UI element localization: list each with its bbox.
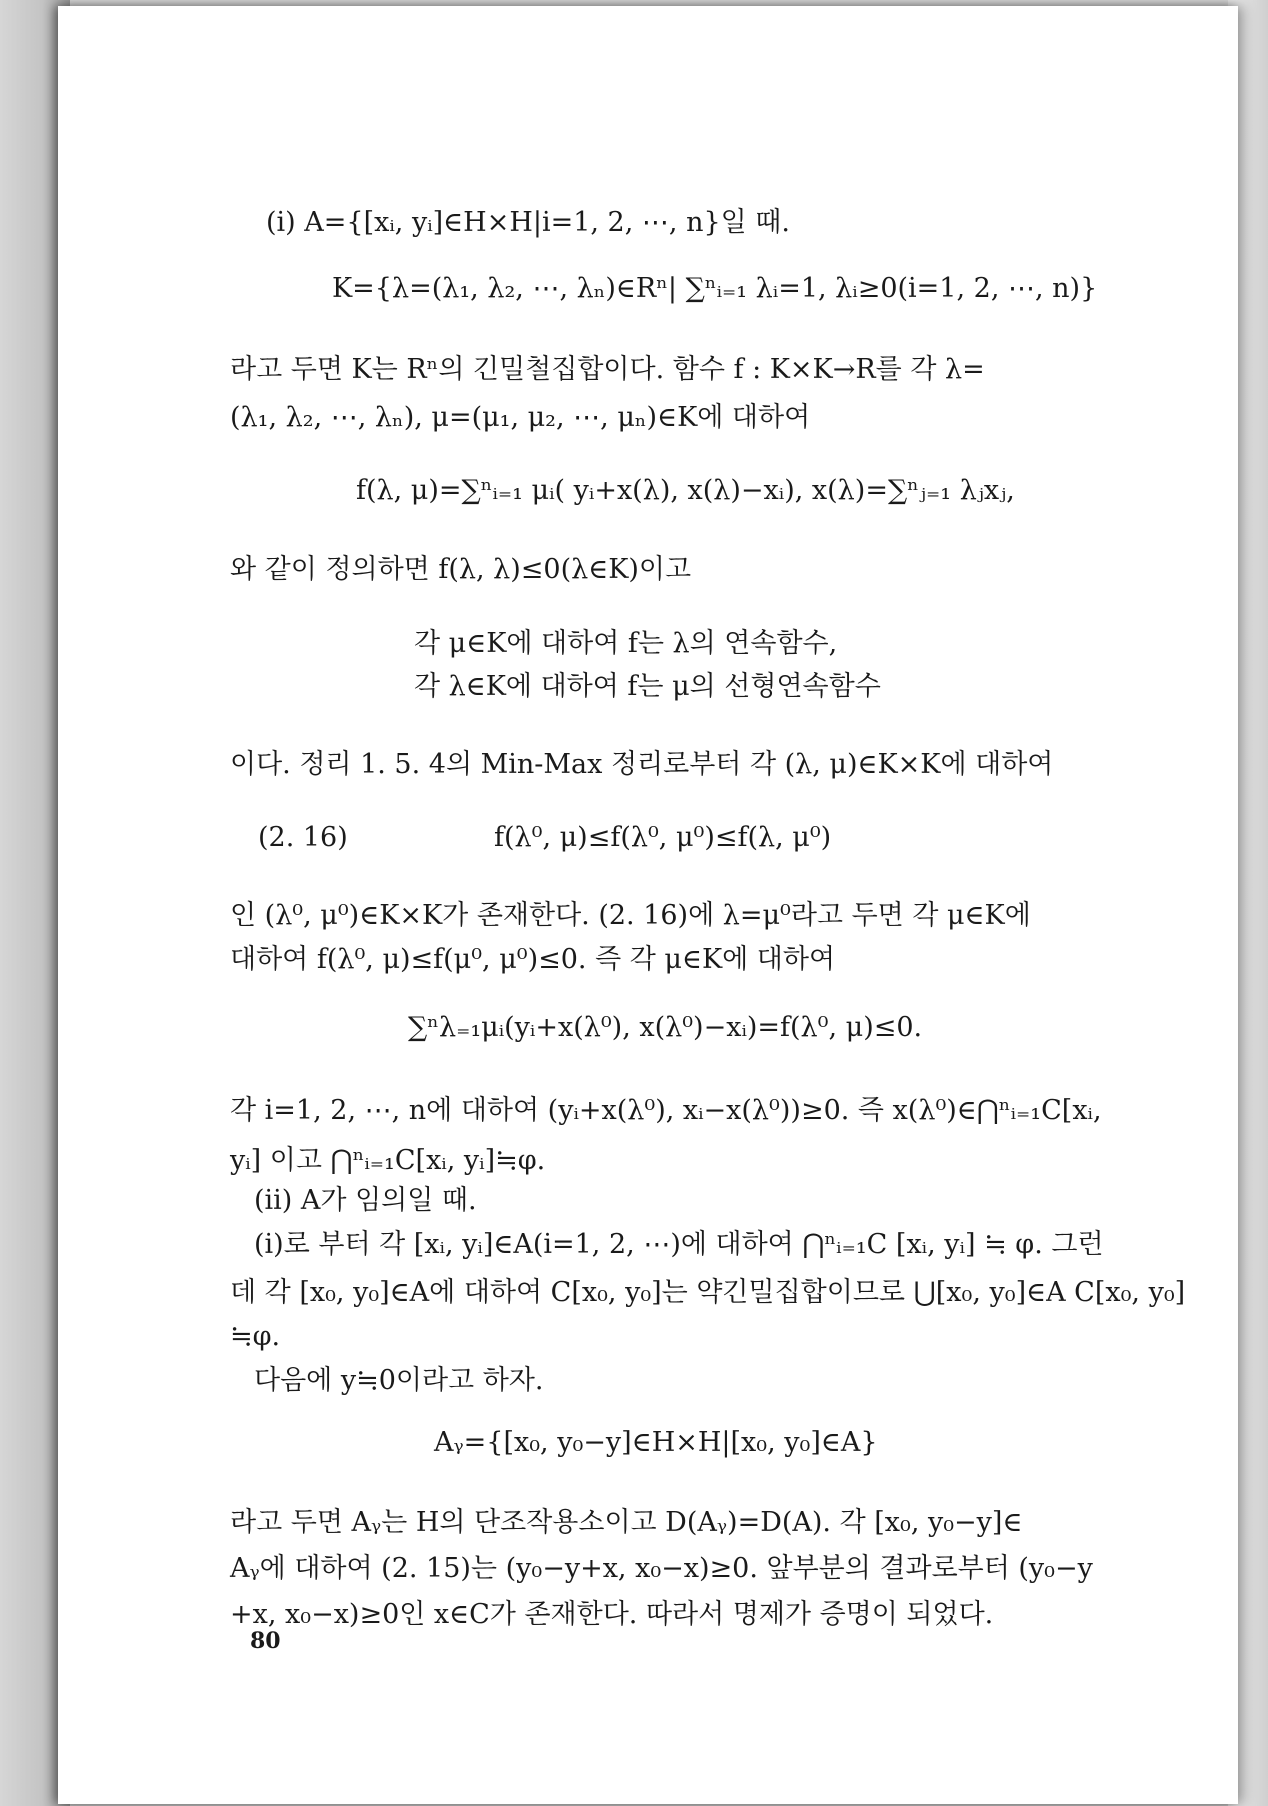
text-line: ≒φ. [230,1321,281,1352]
text-line: Aᵧ에 대하여 (2. 15)는 (y₀−y+x, x₀−x)≥0. 앞부분의 결과로부터 (y₀−y [230,1553,1093,1584]
equation-line: Aᵧ={[x₀, y₀−y]∈H×H|[x₀, y₀]∈A} [434,1427,878,1458]
text-line: 데 각 [x₀, y₀]∈A에 대하여 C[x₀, y₀]는 약긴밀집합이므로 ⋃[x₀, y₀]∈A C[x₀, y₀] [230,1277,1186,1308]
text-line: 다음에 y≒0이라고 하자. [254,1365,544,1396]
equation-line: f(λ⁰, μ)≤f(λ⁰, μ⁰)≤f(λ, μ⁰) [494,822,832,853]
text-line: 라고 두면 K는 Rⁿ의 긴밀철집합이다. 함수 f : K×K→R를 각 λ= [230,354,985,385]
equation-line: f(λ, μ)=∑ⁿᵢ₌₁ μᵢ( yᵢ+x(λ), x(λ)−xᵢ), x(λ)=∑ⁿⱼ₌₁ λⱼxⱼ, [356,475,1015,506]
book-page [58,6,1238,1804]
text-line: yᵢ] 이고 ⋂ⁿᵢ₌₁C[xᵢ, yᵢ]≒φ. [230,1145,546,1176]
text-line: 라고 두면 Aᵧ는 H의 단조작용소이고 D(Aᵧ)=D(A). 각 [x₀, y₀−y]∈ [230,1507,1023,1538]
text-line: (i)로 부터 각 [xᵢ, yᵢ]∈A(i=1, 2, ⋯)에 대하여 ⋂ⁿᵢ₌₁C [xᵢ, yᵢ] ≒ φ. 그런 [254,1229,1104,1260]
text-line: (i) A={[xᵢ, yᵢ]∈H×H|i=1, 2, ⋯, n}일 때. [266,207,790,238]
equation-line: K={λ=(λ₁, λ₂, ⋯, λₙ)∈Rⁿ| ∑ⁿᵢ₌₁ λᵢ=1, λᵢ≥0(i=1, 2, ⋯, n)} [332,273,1098,304]
text-line: 각 i=1, 2, ⋯, n에 대하여 (yᵢ+x(λ⁰), xᵢ−x(λ⁰))≥0. 즉 x(λ⁰)∈⋂ⁿᵢ₌₁C[xᵢ, [230,1095,1102,1126]
equation-line: ∑ⁿλ₌₁μᵢ(yᵢ+x(λ⁰), x(λ⁰)−xᵢ)=f(λ⁰, μ)≤0. [408,1012,923,1043]
text-line: 각 λ∈K에 대하여 f는 μ의 선형연속함수 [414,671,881,702]
text-line: +x, x₀−x)≥0인 x∈C가 존재한다. 따라서 명제가 증명이 되었다. [230,1599,994,1630]
text-line: 이다. 정리 1. 5. 4의 Min-Max 정리로부터 각 (λ, μ)∈K×K에 대하여 [230,749,1054,780]
page-number: 80 [250,1628,281,1654]
text-line: 각 μ∈K에 대하여 f는 λ의 연속함수, [414,628,838,659]
text-line: 대하여 f(λ⁰, μ)≤f(μ⁰, μ⁰)≤0. 즉 각 μ∈K에 대하여 [230,944,836,975]
text-line: 와 같이 정의하면 f(λ, λ)≤0(λ∈K)이고 [230,554,692,585]
text-line: (λ₁, λ₂, ⋯, λₙ), μ=(μ₁, μ₂, ⋯, μₙ)∈K에 대하여 [230,402,811,433]
equation-number: (2. 16) [258,822,348,853]
text-line: (ii) A가 임의일 때. [254,1185,477,1216]
text-line: 인 (λ⁰, μ⁰)∈K×K가 존재한다. (2. 16)에 λ=μ⁰라고 두면 각 μ∈K에 [230,900,1031,931]
